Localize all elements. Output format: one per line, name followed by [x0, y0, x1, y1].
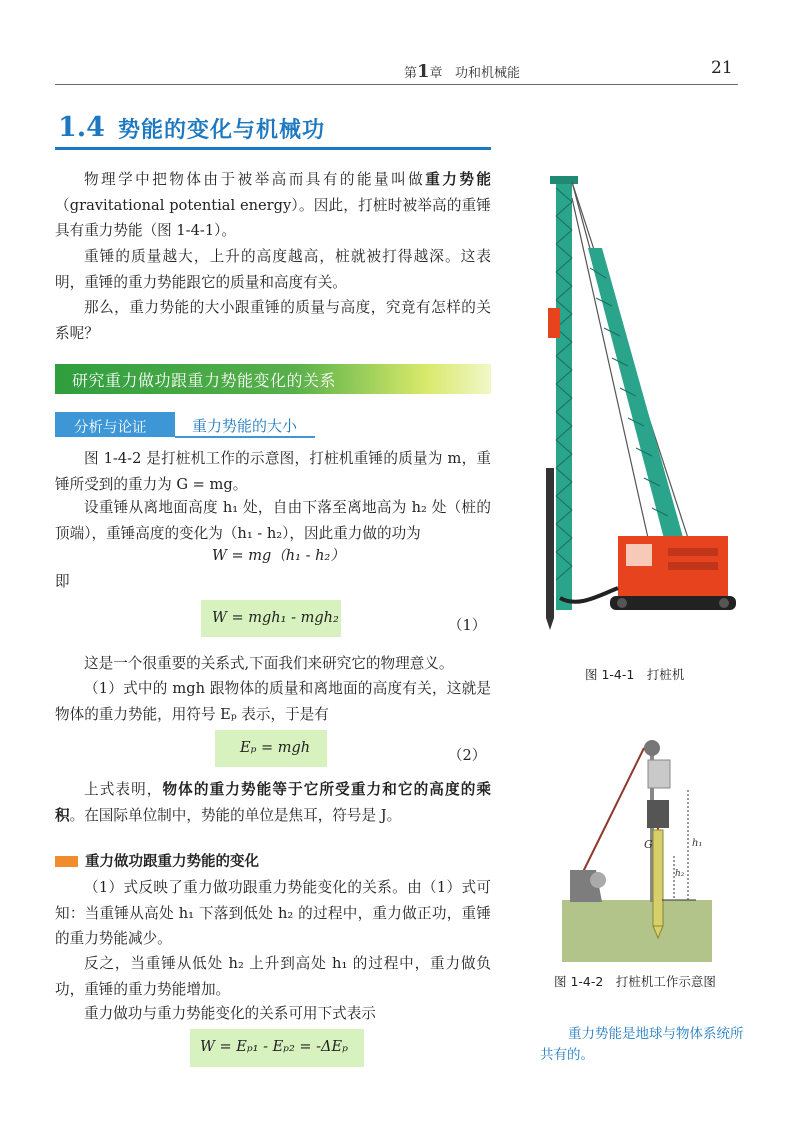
pile-tip [546, 618, 554, 630]
analysis-paragraph-1: 图 1-4-2 是打桩机工作的示意图，打桩机重锤的质量为 m，重锤所受到的重力为 G = mg。 [55, 450, 491, 493]
crane-body [610, 536, 736, 610]
pile-driver-illustration [518, 168, 740, 648]
intro-paragraph-3: 那么，重力势能的大小跟重锤的质量与高度，究竟有怎样的关系呢？ [55, 299, 491, 342]
equation-3: W = Eₚ₁ - Eₚ₂ = -ΔEₚ [200, 1039, 348, 1055]
analysis-paragraph-2: 设重锤从离地面高度 h₁ 处，自由下落至离地高为 h₂ 处（桩的顶端），重锤高度的变化为（h₁ - h₂），因此重力做的功为 [55, 499, 491, 542]
orange-bullet [55, 856, 78, 867]
header-rule [55, 84, 738, 85]
change-paragraph-3: 重力做功与重力势能变化的关系可用下式表示 [84, 1005, 376, 1022]
change-heading: 重力做功跟重力势能的变化 [85, 854, 259, 870]
intro-paragraph-2: 重锤的质量越大，上升的高度越高，桩就被打得越深。这表明，重锤的重力势能跟它的质量和高度有关。 [55, 248, 491, 291]
pile [546, 468, 554, 618]
equation-1: W = mgh₁ - mgh₂ [212, 610, 339, 626]
section-title: 势能的变化与机械功 [118, 118, 326, 143]
chapter-prefix: 第 [404, 66, 418, 81]
pe-definition-bold: 物体的重力势能等于它所受重力和它的高度的乘积 [55, 781, 491, 824]
side-note-text: 重力势能是地球与物体系统所共有的。 [540, 1026, 744, 1063]
section-rule [55, 147, 491, 150]
chapter-header [404, 61, 520, 82]
analysis-paragraph-4: （1）式中的 mgh 跟物体的质量和离地面的高度有关，这就是物体的重力势能，用符号 Eₚ 表示，于是有 [55, 680, 491, 723]
pile-rod [653, 830, 663, 926]
figure-1-caption: 图 1-4-1 打桩机 [585, 667, 685, 682]
side-note [540, 1024, 745, 1066]
work-formula: W = mg（h₁ - h₂） [212, 548, 345, 564]
pulley [644, 740, 660, 756]
change-paragraph-1: （1）式反映了重力做功跟重力势能变化的关系。由（1）式可知：当重锤从高处 h₁ 下落到低处 h₂ 的过程中，重力做正功，重锤的重力势能减少。 [55, 879, 491, 947]
change-paragraph-2: 反之，当重锤从低处 h₂ 上升到高处 h₁ 的过程中，重力做负功，重锤的重力势能增加。 [55, 955, 491, 998]
hammer-low [647, 800, 669, 828]
topic-title: 研究重力做功跟重力势能变化的关系 [72, 371, 337, 390]
equation-2: Eₚ = mgh [240, 740, 311, 756]
intro-text-1a: 物理学中把物体由于被举高而具有的能量叫做 [84, 171, 426, 188]
label-h1: h₁ [692, 838, 703, 849]
analysis-text-5b: 。在国际单位制中，势能的单位是焦耳，符号是 J。 [69, 806, 402, 824]
analysis-paragraph-5 [55, 777, 491, 828]
equation-1-number: （1） [448, 618, 487, 634]
chapter-suffix: 章 [429, 66, 443, 81]
chapter-title: 功和机械能 [454, 66, 520, 81]
ji-word: 即 [55, 573, 70, 590]
term-gravitational-pe: 重力势能 [425, 171, 491, 188]
analysis-paragraph-3: 这是一个很重要的关系式,下面我们来研究它的物理意义。 [84, 655, 454, 672]
page-number: 21 [711, 58, 733, 78]
subtitle-pe-magnitude: 重力势能的大小 [192, 417, 298, 435]
label-G: G [644, 838, 653, 851]
intro-paragraph-1 [55, 167, 491, 244]
boom [588, 248, 686, 554]
analysis-tag-label: 分析与论证 [74, 420, 147, 436]
mast [550, 176, 578, 610]
ground [562, 900, 712, 962]
hammer [548, 308, 560, 338]
section-number: 1.4 [58, 112, 105, 143]
subtitle-rule [175, 436, 315, 438]
pile-driver-schematic [562, 730, 712, 962]
chapter-number: 1 [417, 61, 430, 82]
analysis-text-5a: 上式表明， [84, 781, 163, 798]
label-h2: h₂ [675, 869, 685, 879]
winch-drum [590, 872, 606, 888]
hammer-high [648, 760, 670, 788]
equation-2-number: （2） [448, 748, 487, 764]
intro-text-1b: （gravitational potential energy）。因此，打桩时被举高的重锤具有重力势能（图 1-4-1）。 [55, 196, 491, 239]
figure-2-caption: 图 1-4-2 打桩机工作示意图 [554, 974, 716, 989]
